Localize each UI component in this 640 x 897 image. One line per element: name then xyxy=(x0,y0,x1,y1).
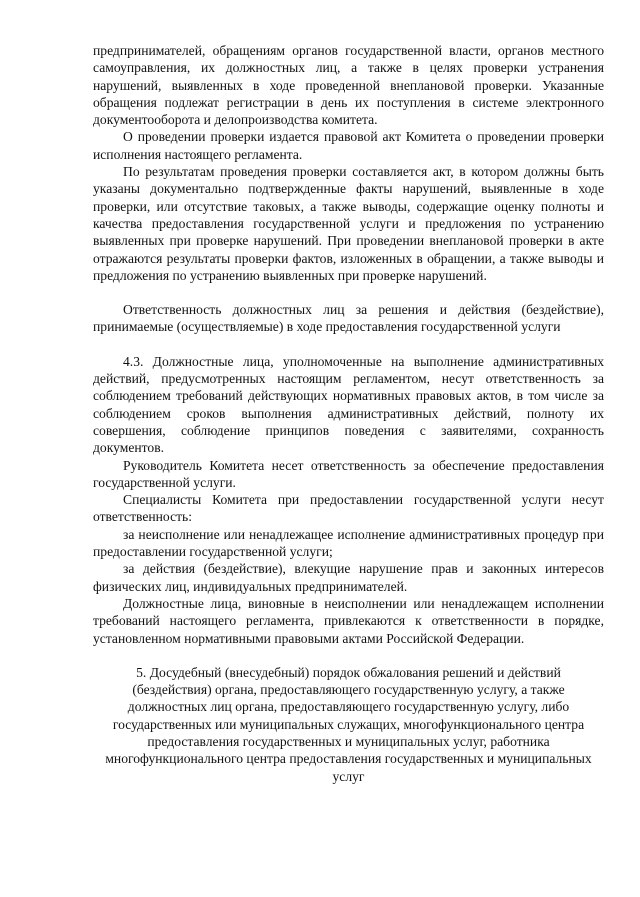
spacer xyxy=(93,336,604,353)
paragraph-nonperformance: за неисполнение или ненадлежащее исполнение административных процедур при предоставлении государственной услуги; xyxy=(93,526,604,560)
paragraph-guilty-officials: Должностные лица, виновные в неисполнении или ненадлежащем исполнении требований настоящего регламента, привлекаются к ответственности в порядке, установленном нормативными правовыми актами Российской Федерации. xyxy=(93,595,604,646)
paragraph-head-responsibility: Руководитель Комитета несет ответственность за обеспечение предоставления государственной услуги. xyxy=(93,457,604,490)
paragraph-appeals-registration: предпринимателей, обращениям органов государственной власти, органов местного самоуправления, их должностных лиц, а также в целях проверки устранения нарушений, выявленных в ходе проведенной внеплановой проверки. Указанные обращения подлежат регистрации в день их поступления в системе электронного документооборота и делопроизводства комитета. xyxy=(93,43,604,128)
paragraph-inspection-act: О проведении проверки издается правовой акт Комитета о проведении проверки исполнения настоящего регламента. xyxy=(93,129,604,162)
spacer xyxy=(93,647,604,664)
paragraph-violation-rights: за действия (бездействие), влекущие нарушение прав и законных интересов физических лиц, индивидуальных предпринимателей. xyxy=(93,561,604,594)
paragraph-4-3: 4.3. Должностные лица, уполномоченные на выполнение административных действий, предусмотренных настоящим регламентом, несут ответственность за соблюдением требований действующих нормативных правовых актов, в том числе за соблюдением сроков выполнения административных действий, полноту их совершения, соблюдение принципов поведения с заявителями, сохранность документов. xyxy=(93,353,604,456)
heading-officials-responsibility: Ответственность должностных лиц за решения и действия (бездействие), принимаемые (осуществляемые) в ходе предоставления государственной услуги xyxy=(93,302,604,335)
section-5-title: 5. Досудебный (внесудебный) порядок обжалования решений и действий (бездействия) органа, предоставляющего государственную услугу, а также должностных лиц органа, предоставляющего государственную услугу, либо государственных или муниципальных служащих, многофункционального центра предоставления государственных и муниципальных услуг, работника многофункционального центра предоставления государственных и муниципальных услуг xyxy=(105,664,592,784)
paragraph-inspection-results: По результатам проведения проверки составляется акт, в котором должны быть указаны документально подтвержденные факты нарушений, выявленные в ходе проверки, или отсутствие таковых, а также выводы, содержащие оценку полноты и качества предоставления государственной услуги и предложения по устранению выявленных при проверке нарушений. При проведении внеплановой проверки в акте отражаются результаты проверки фактов, изложенных в обращении, а также выводы и предложения по устранению выявленных при проверке нарушений. xyxy=(93,164,604,283)
paragraph-specialists-responsibility: Специалисты Комитета при предоставлении государственной услуги несут ответственность: xyxy=(93,492,604,525)
spacer xyxy=(93,284,604,301)
